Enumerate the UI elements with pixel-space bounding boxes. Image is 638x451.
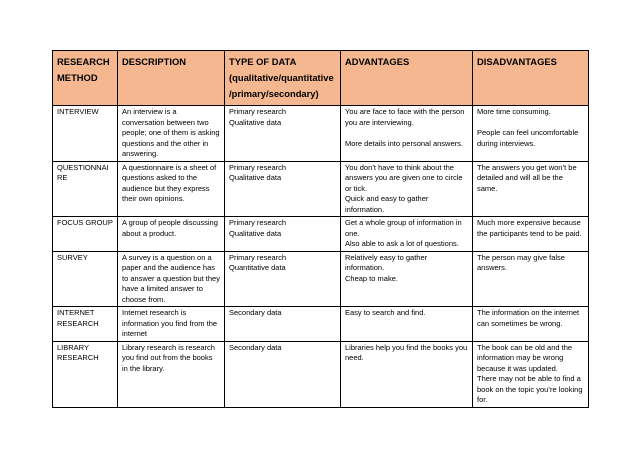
- table-row: [53, 251, 589, 307]
- header-type-of-data: TYPE OF DATA (qualitative/quantitative /primary/secondary): [225, 51, 341, 106]
- cell-method: SURVEY: [53, 251, 118, 307]
- cell-advantages: Get a whole group of information in one. Also able to ask a lot of questions.: [341, 217, 473, 252]
- cell-type-of-data: Secondary data: [225, 341, 341, 407]
- header-disadvantages: DISADVANTAGES: [473, 51, 589, 106]
- cell-disadvantages: More time consuming. People can feel uncomfortable during interviews.: [473, 106, 589, 162]
- cell-type-of-data: Primary research Qualitative data: [225, 161, 341, 217]
- cell-advantages: Libraries help you find the books you need.: [341, 341, 473, 407]
- cell-description: Library research is research you find out from the books in the library.: [118, 341, 225, 407]
- cell-description: A questionnaire is a sheet of questions asked to the audience but they express their own opinions.: [118, 161, 225, 217]
- cell-type-of-data: Primary research Quantitative data: [225, 251, 341, 307]
- cell-disadvantages: The information on the internet can sometimes be wrong.: [473, 307, 589, 342]
- cell-type-of-data: Primary research Qualitative data: [225, 217, 341, 252]
- cell-description: A survey is a question on a paper and the audience has to answer a question but they have a limited answer to choose from.: [118, 251, 225, 307]
- cell-method: INTERVIEW: [53, 106, 118, 162]
- header-row: [53, 51, 589, 106]
- table-row: [53, 341, 589, 407]
- table-row: [53, 307, 589, 342]
- cell-description: Internet research is information you find from the internet: [118, 307, 225, 342]
- cell-disadvantages: The book can be old and the information may be wrong because it was updated. There may not be able to find a book on the topic you’re looking for.: [473, 341, 589, 407]
- cell-type-of-data: Primary research Qualitative data: [225, 106, 341, 162]
- cell-disadvantages: The answers you get won’t be detailed and will all be the same.: [473, 161, 589, 217]
- cell-disadvantages: Much more expensive because the participants tend to be paid.: [473, 217, 589, 252]
- cell-method: FOCUS GROUP: [53, 217, 118, 252]
- cell-disadvantages: The person may give false answers.: [473, 251, 589, 307]
- cell-advantages: Relatively easy to gather information. Cheap to make.: [341, 251, 473, 307]
- header-description: DESCRIPTION: [118, 51, 225, 106]
- cell-advantages: Easy to search and find.: [341, 307, 473, 342]
- cell-method: INTERNET RESEARCH: [53, 307, 118, 342]
- table-row: [53, 161, 589, 217]
- cell-type-of-data: Secondary data: [225, 307, 341, 342]
- cell-method: QUESTIONNAIRE: [53, 161, 118, 217]
- table-row: [53, 217, 589, 252]
- cell-advantages: You are face to face with the person you are interviewing. More details into personal answers.: [341, 106, 473, 162]
- cell-method: LIBRARY RESEARCH: [53, 341, 118, 407]
- header-advantages: ADVANTAGES: [341, 51, 473, 106]
- cell-description: A group of people discussing about a product.: [118, 217, 225, 252]
- research-methods-table: [52, 50, 589, 408]
- table-row: [53, 106, 589, 162]
- cell-description: An interview is a conversation between two people; one of them is asking questions and the other in answering.: [118, 106, 225, 162]
- cell-advantages: You don’t have to think about the answers you are given one to circle or tick. Quick and easy to gather information.: [341, 161, 473, 217]
- header-research-method: RESEARCH METHOD: [53, 51, 118, 106]
